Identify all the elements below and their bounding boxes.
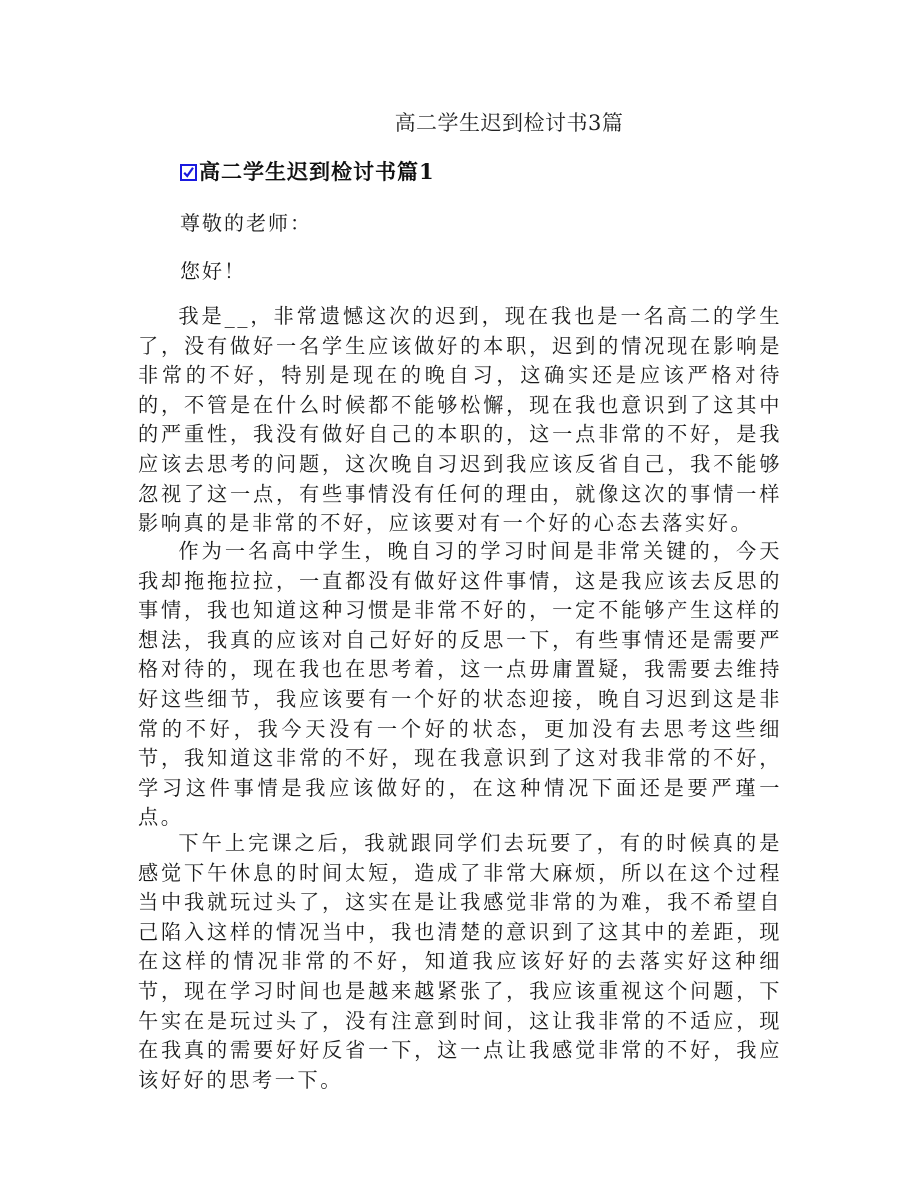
section-heading-text: 高二学生迟到检讨书篇1	[199, 159, 435, 184]
paragraph-3: 下午上完课之后，我就跟同学们去玩要了，有的时候真的是感觉下午休息的时间太短，造成了非常大麻烦，所以在这个过程当中我就玩过头了，这实在是让我感觉非常的为难，我不希望自己陷入这样的情况当中，我也清楚的意识到了这其中的差距，现在这样的情况非常的不好，知道我应该好好的去落实好这种细节，现在学习时间也是越来越紧张了，我应该重视这个问题，下午实在是玩过头了，没有注意到时间，这让我非常的不适应，现在我真的需要好好反省一下，这一点让我感觉非常的不好，我应该好好的思考一下。	[138, 831, 782, 1092]
section-heading	[180, 156, 435, 188]
checkbox-checked-icon	[180, 164, 197, 181]
paragraph-1: 我是__，非常遗憾这次的迟到，现在我也是一名高二的学生了，没有做好一名学生应该做好的本职，迟到的情况现在影响是非常的不好，特别是现在的晚自习，这确实还是应该严格对待的，不管是在什么时候都不能够松懈，现在我也意识到了这其中的严重性，我没有做好自己的本职的，这一点非常的不好，是我应该去思考的问题，这次晚自习迟到我应该反省自己，我不能够忽视了这一点，有些事情没有任何的理由，就像这次的事情一样影响真的是非常的不好，应该要对有一个好的心态去落实好。	[138, 304, 782, 536]
greeting: 尊敬的老师：	[180, 211, 312, 235]
document-title: 高二学生迟到检讨书3篇	[394, 111, 624, 135]
hello-line: 您好！	[180, 259, 246, 283]
paragraph-2: 作为一名高中学生，晚自习的学习时间是非常关键的，今天我却拖拖拉拉，一直都没有做好这件事情，这是我应该去反思的事情，我也知道这种习惯是非常不好的，一定不能够产生这样的想法，我真的应该对自己好好的反思一下，有些事情还是需要严格对待的，现在我也在思考着，这一点毋庸置疑，我需要去维持好这些细节，我应该要有一个好的状态迎接，晚自习迟到这是非常的不好，我今天没有一个好的状态，更加没有去思考这些细节，我知道这非常的不好，现在我意识到了这对我非常的不好，学习这件事情是我应该做好的，在这种情况下面还是要严瑾一点。	[138, 539, 782, 830]
